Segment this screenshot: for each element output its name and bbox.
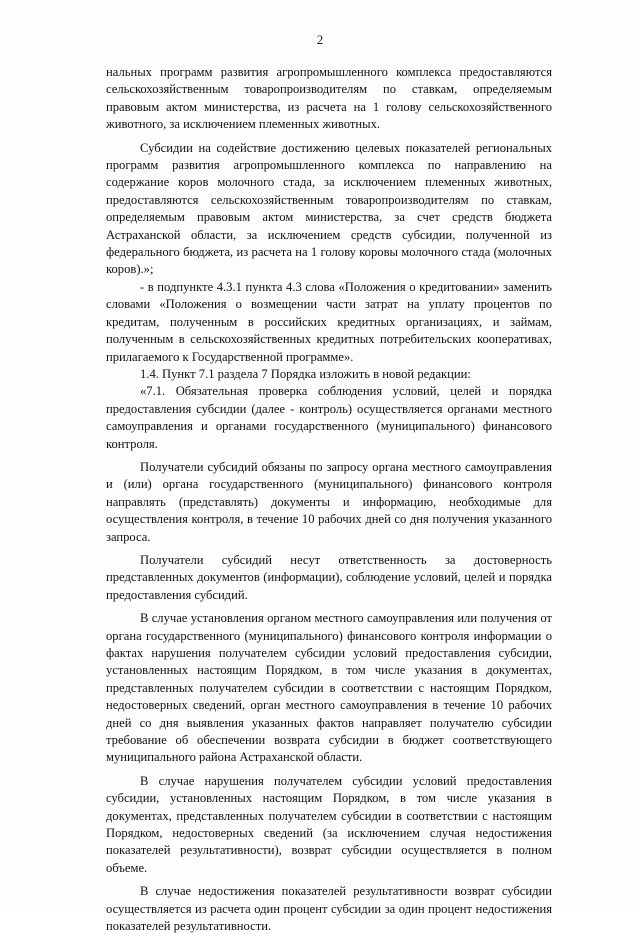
paragraph-violation-full-refund: В случае нарушения получателем субсидии условий предоставления субсидии, установленных настоящим Порядком, в том числе указания в документах, представленных получателем субсидии в соответствии с настоящим Порядком, недостоверных сведений (за исключением случая недостижения показателей результативности), возврат субсидии осуществляется в полном объеме. — [106, 773, 552, 875]
paragraph-continuation: нальных программ развития агропромышленного комплекса предоставляются сельскохозяйственным товаропроизводителям по ставкам, определяемым правовым актом министерства, из расчета на 1 голову сельскохозяйственного животного, за исключением племенных животных. — [106, 65, 552, 132]
paragraph-recipients-responsibility: Получатели субсидий несут ответственность за достоверность представленных документов (информации), соблюдение условий, целей и порядка предоставления субсидий. — [106, 552, 552, 602]
paragraph-recipients-obligations: Получатели субсидий обязаны по запросу органа местного самоуправления и (или) органа государственного (муниципального) финансового контроля направлять (представлять) документы и информацию, необходимые для осуществления контроля, в течение 10 рабочих дней со дня получения указанного запроса. — [106, 459, 552, 544]
paragraph-clause-7-1: «7.1. Обязательная проверка соблюдения условий, целей и порядка предоставления субсидии (далее - контроль) осуществляется органами местного самоуправления и органами государственного (муниципального) финансового контроля. — [106, 384, 552, 451]
paragraph-subclause-4-3-1: - в подпункте 4.3.1 пункта 4.3 слова «Положения о кредитовании» заменить словами «Положения о возмещении части затрат на уплату процентов по кредитам, полученным в российских кредитных организациях, и займам, полученным в сельскохозяйственных кредитных потребительских кооперативах, прилагаемого к Государственной программе». — [106, 279, 552, 364]
paragraph-dairy-cows-subsidy: Субсидии на содействие достижению целевых показателей региональных программ развития агропромышленного комплекса по направлению на содержание коров молочного стада, за исключением племенных животных, предоставляются сельскохозяйственным товаропроизводителям по ставкам, определяемым правовым актом министерства, за счет средств бюджета Астраханской области, за исключением средств субсидии, полученной из федерального бюджета, из расчета на 1 голову коровы молочного стада (молочных коров).»; — [106, 140, 552, 277]
paragraph-violation-established: В случае установления органом местного самоуправления или получения от органа государственного (муниципального) финансового контроля информации о фактах нарушения получателем субсидии условий предоставления субсидии, установленных настоящим Порядком, в том числе указания в документах, представленных получателем субсидии в соответствии с настоящим Порядком, недостоверных сведений, орган местного самоуправления в течение 10 рабочих дней со дня выявления указанных фактов направляет получателю субсидии требование об обеспечении возврата субсидии в бюджет соответствующего муниципального района Астраханской области. — [106, 611, 552, 765]
paragraph-item-1-4: 1.4. Пункт 7.1 раздела 7 Порядка изложить в новой редакции: — [140, 366, 471, 381]
page-number: 2 — [316, 32, 324, 47]
document-body — [106, 64, 552, 936]
paragraph-indicators-refund: В случае недостижения показателей результативности возврат субсидии осуществляется из расчета один процент субсидии за один процент недостижения показателей результативности. — [106, 884, 552, 934]
